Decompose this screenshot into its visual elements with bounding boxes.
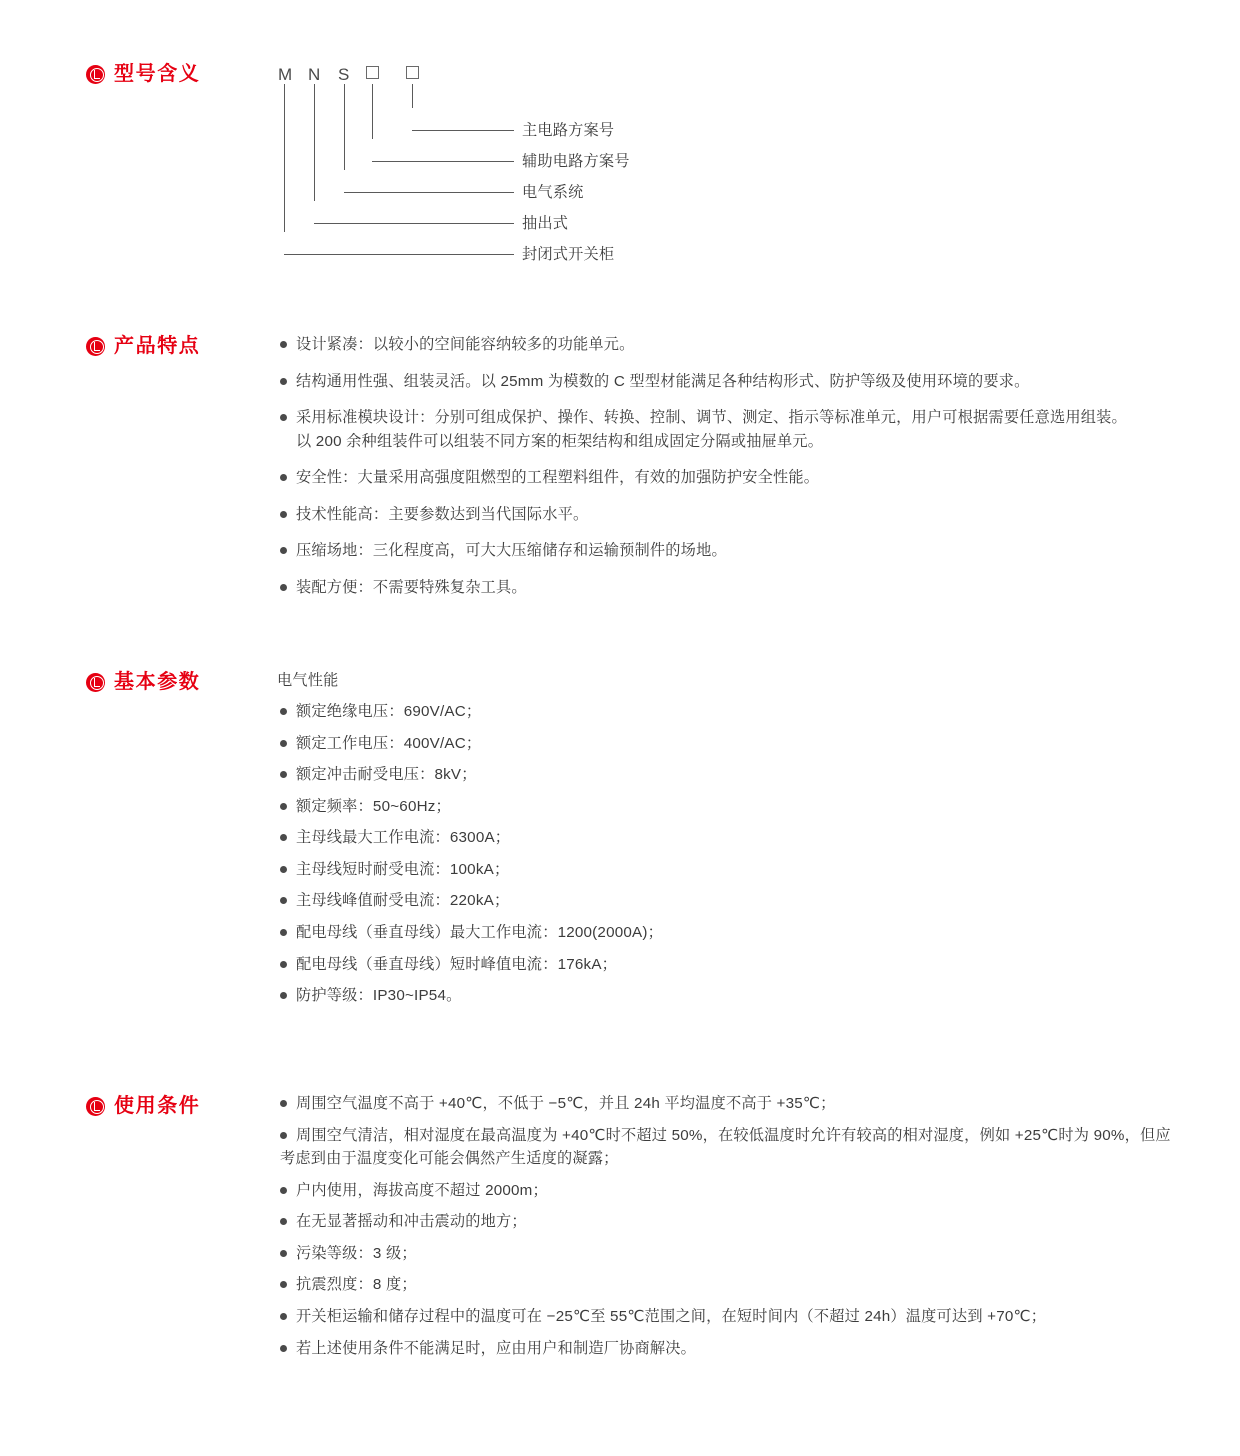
list-item-line: 安全性：大量采用高强度阻燃型的工程塑料组件，有效的加强防护安全性能。 xyxy=(296,469,820,487)
conditions-list xyxy=(280,1092,1180,1360)
model-code-char-m: M xyxy=(278,65,293,84)
model-code-char-s: S xyxy=(338,65,350,84)
bullet-icon xyxy=(280,1187,287,1194)
list-item-line: 结构通用性强、组装灵活。以 25mm 为模数的 C 型型材能满足各种结构形式、防护等级及使用环境的要求。 xyxy=(296,372,1030,390)
bullet-icon xyxy=(280,1250,287,1257)
list-item-text xyxy=(296,539,1170,563)
list-item-text xyxy=(296,858,840,882)
model-callout-electrical-system: 电气系统 xyxy=(522,184,584,201)
section-title-features: 产品特点 xyxy=(114,335,201,357)
list-item-line: 周围空气温度不高于 +40℃，不低于 −5℃，并且 24h 平均温度不高于 +35℃； xyxy=(296,1095,836,1112)
list-item-text xyxy=(296,732,840,756)
red-circle-badge-icon xyxy=(86,673,105,692)
list-item-line: 污染等级：3 级； xyxy=(296,1244,417,1262)
bullet-icon xyxy=(280,834,287,841)
list-item-line: 装配方便：不需要特殊复杂工具。 xyxy=(296,578,527,596)
model-code-char-n: N xyxy=(308,65,321,84)
model-callout-withdrawable: 抽出式 xyxy=(522,215,569,232)
list-item xyxy=(280,1242,1180,1266)
list-item-line: 额定冲击耐受电压：8kV； xyxy=(296,766,477,784)
list-item xyxy=(280,406,1170,453)
list-item-line: 设计紧凑：以较小的空间能容纳较多的功能单元。 xyxy=(296,336,635,353)
list-item xyxy=(280,333,1170,357)
parameters-list xyxy=(280,700,840,1008)
list-item xyxy=(280,1273,1180,1297)
list-item xyxy=(280,576,1170,600)
list-item-text xyxy=(296,1337,1180,1361)
connector-horizontal-4 xyxy=(314,223,514,224)
list-item-line: 额定频率：50~60Hz； xyxy=(296,797,451,815)
bullet-icon xyxy=(280,740,287,747)
list-item xyxy=(280,889,840,913)
list-item-text xyxy=(296,700,840,724)
red-circle-badge-icon xyxy=(86,337,105,356)
list-item-line: 开关柜运输和储存过程中的温度可在 −25℃至 55℃范围之间，在短时间内（不超过 24h）温度可达到 +70℃； xyxy=(296,1307,1047,1325)
list-item xyxy=(280,795,840,819)
parameters-subheading: 电气性能 xyxy=(277,672,339,689)
list-item xyxy=(280,826,840,850)
list-item xyxy=(280,1179,1180,1203)
list-item-line: 在无显著摇动和冲击震动的地方； xyxy=(296,1213,527,1231)
bullet-icon xyxy=(280,1100,287,1107)
list-item-line: 若上述使用条件不能满足时，应由用户和制造厂协商解决。 xyxy=(296,1339,697,1357)
bullet-icon xyxy=(280,1281,287,1288)
list-item-line: 抗震烈度：8 度； xyxy=(296,1276,417,1294)
list-item xyxy=(280,984,840,1008)
list-item-line: 户内使用，海拔高度不超过 2000m； xyxy=(296,1181,548,1199)
bullet-icon xyxy=(280,708,287,715)
connector-vertical-3 xyxy=(344,84,345,170)
list-item-text xyxy=(296,1305,1180,1329)
bullet-icon xyxy=(280,378,287,385)
list-item-text xyxy=(296,406,1170,453)
list-item-text xyxy=(296,953,840,977)
list-item xyxy=(280,921,840,945)
list-item-text xyxy=(296,889,840,913)
list-item-text xyxy=(296,984,840,1008)
section-title-conditions: 使用条件 xyxy=(114,1095,201,1117)
connector-vertical-5 xyxy=(284,84,285,232)
list-item-text xyxy=(296,576,1170,600)
bullet-icon xyxy=(280,992,287,999)
bullet-icon xyxy=(280,803,287,810)
list-item-line: 以 200 余种组装件可以组装不同方案的柜架结构和组成固定分隔或抽屉单元。 xyxy=(296,432,824,450)
bullet-icon xyxy=(280,547,287,554)
list-item-line: 压缩场地：三化程度高，可大大压缩储存和运输预制件的场地。 xyxy=(296,542,727,560)
list-item-line: 主母线峰值耐受电流：220kA； xyxy=(296,892,510,910)
section-heading-features xyxy=(86,336,200,356)
list-item-text xyxy=(296,1092,1180,1116)
list-item-text xyxy=(296,1273,1180,1297)
bullet-icon xyxy=(280,511,287,518)
bullet-icon xyxy=(280,1313,287,1320)
section-heading-model xyxy=(86,64,200,84)
bullet-icon xyxy=(280,1345,287,1352)
connector-vertical-2 xyxy=(372,84,373,139)
section-heading-parameters xyxy=(86,672,200,692)
bullet-icon xyxy=(280,866,287,873)
bullet-icon xyxy=(280,341,287,348)
bullet-icon xyxy=(280,474,287,481)
list-item-line: 额定绝缘电压：690V/AC； xyxy=(296,703,482,720)
list-item-line: 采用标准模块设计：分别可组成保护、操作、转换、控制、调节、测定、指示等标准单元，用户可根据需要任意选用组装。 xyxy=(296,409,1127,427)
connector-horizontal-3 xyxy=(344,192,514,193)
connector-vertical-1 xyxy=(412,84,413,108)
list-item-text xyxy=(296,795,840,819)
list-item-line: 主母线最大工作电流：6300A； xyxy=(296,829,511,847)
list-item xyxy=(280,1337,1180,1361)
list-item xyxy=(280,1124,1180,1171)
list-item-text xyxy=(296,333,1170,357)
list-item-text: 周围空气清洁，相对湿度在最高温度为 +40℃时不超过 50%，在较低温度时允许有较高的相对湿度，例如 +25℃时为 90%，但应考虑到由于温度变化可能会偶然产生适度的凝露； xyxy=(280,1126,1171,1168)
list-item xyxy=(280,503,1170,527)
bullet-icon xyxy=(280,897,287,904)
list-item xyxy=(280,370,1170,394)
bullet-icon xyxy=(280,961,287,968)
bullet-icon xyxy=(280,771,287,778)
bullet-icon xyxy=(280,929,287,936)
red-circle-badge-icon xyxy=(86,65,105,84)
connector-horizontal-5 xyxy=(284,254,514,255)
model-callout-aux-circuit: 辅助电路方案号 xyxy=(522,153,630,170)
list-item xyxy=(280,1092,1180,1116)
features-list xyxy=(280,333,1170,600)
model-callout-enclosed-cabinet: 封闭式开关柜 xyxy=(522,246,615,263)
list-item-text xyxy=(296,1242,1180,1266)
connector-vertical-4 xyxy=(314,84,315,201)
model-callout-main-circuit: 主电路方案号 xyxy=(522,122,615,139)
list-item xyxy=(280,763,840,787)
list-item xyxy=(280,1210,1180,1234)
section-heading-conditions xyxy=(86,1096,200,1116)
list-item xyxy=(280,700,840,724)
connector-horizontal-2 xyxy=(372,161,514,162)
bullet-icon xyxy=(280,1218,287,1225)
list-item xyxy=(280,732,840,756)
model-code-box-1 xyxy=(366,66,379,79)
list-item-line: 主母线短时耐受电流：100kA； xyxy=(296,860,510,878)
list-item-line: 配电母线（垂直母线）短时峰值电流：176kA； xyxy=(296,955,618,973)
list-item xyxy=(280,953,840,977)
list-item xyxy=(280,858,840,882)
list-item-text xyxy=(296,826,840,850)
list-item-text xyxy=(296,1210,1180,1234)
section-title-model: 型号含义 xyxy=(114,63,201,85)
list-item-text xyxy=(296,921,840,945)
list-item-line: 防护等级：IP30~IP54。 xyxy=(296,987,462,1005)
list-item-line: 配电母线（垂直母线）最大工作电流：1200(2000A)； xyxy=(296,923,663,941)
list-item-text xyxy=(296,503,1170,527)
list-item-text xyxy=(296,370,1170,394)
list-item-text xyxy=(296,466,1170,490)
list-item xyxy=(280,466,1170,490)
list-item-text xyxy=(296,763,840,787)
model-designation-diagram xyxy=(276,62,646,263)
bullet-icon xyxy=(280,414,287,421)
section-title-parameters: 基本参数 xyxy=(114,671,201,693)
list-item-line: 额定工作电压：400V/AC； xyxy=(296,734,482,752)
red-circle-badge-icon xyxy=(86,1097,105,1116)
list-item-line: 技术性能高：主要参数达到当代国际水平。 xyxy=(296,505,589,523)
list-item xyxy=(280,539,1170,563)
model-code-box-2 xyxy=(406,66,419,79)
bullet-icon xyxy=(280,584,287,591)
connector-horizontal-1 xyxy=(412,130,514,131)
list-item xyxy=(280,1305,1180,1329)
list-item-text xyxy=(296,1179,1180,1203)
